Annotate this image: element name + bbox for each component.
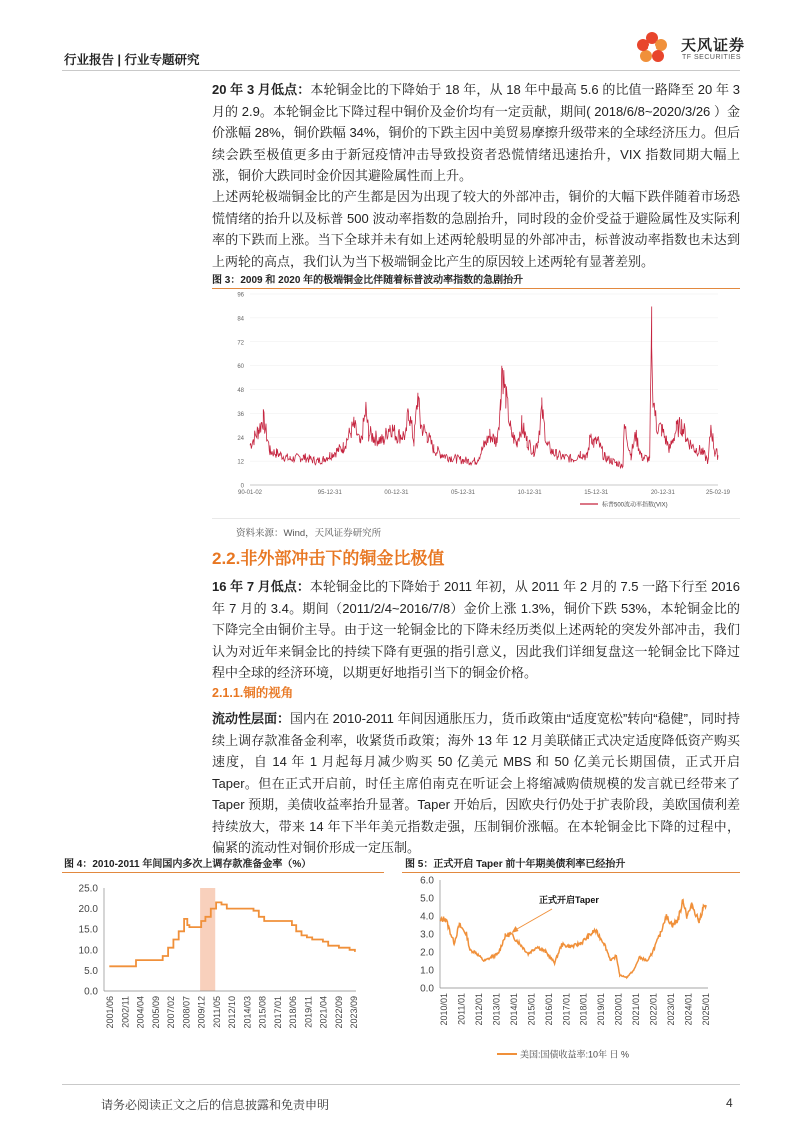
paragraph-2020-low: [212, 79, 740, 187]
annotation-arrowhead: [512, 926, 519, 933]
highlight-band: [200, 888, 215, 991]
figure5-title: 图 5：正式开启 Taper 前十年期美债利率已经抬升: [405, 859, 626, 870]
logo-flower-icon: [637, 32, 667, 62]
figure3-chart: [212, 290, 740, 515]
x-tick-label: 2001/06: [105, 996, 115, 1029]
x-tick-label: 2025/01: [701, 993, 711, 1026]
figure4-title: 图 4：2010-2011 年间国内多次上调存款准备金率（%）: [64, 859, 312, 870]
y-tick-label: 84: [237, 316, 244, 323]
annotation-label: 正式开启Taper: [539, 895, 599, 905]
legend-label: 标普500波动率指数(VIX): [602, 502, 668, 509]
paragraph-text: 上述两轮极端铜金比的产生都是因为出现了较大的外部冲击，铜价的大幅下跌伴随着市场恐慌情绪的抬升以及标普 500 波动率指数的急剧抬升，同时段的金价受益于避险属性及实际利率的下跌而上涨。当下全球并未有如上述两轮般明显的外部冲击，标普波动率指数也未达到上两轮的高点，我们认为当下极端铜金比产生的原因较上述两轮有显著差别。: [212, 189, 740, 269]
x-tick-label: 05-12-31: [451, 490, 476, 496]
x-tick-label: 2011/05: [211, 996, 222, 1028]
x-tick-label: 2017/01: [272, 996, 283, 1029]
figure3-title-rule: [212, 288, 740, 289]
x-tick-label: 2004/04: [135, 996, 146, 1029]
figure4-chart: [62, 874, 384, 1070]
y-tick-label: 48: [237, 388, 244, 394]
y-tick-label: 12: [237, 459, 244, 466]
page-number: 4: [726, 1096, 733, 1110]
footer-disclaimer: 请务必阅读正文之后的信息披露和免责申明: [101, 1098, 330, 1112]
figure5-chart: [402, 874, 740, 1070]
figure3-bottom-rule: [212, 518, 740, 519]
x-tick-label: 2013/01: [491, 993, 502, 1026]
x-tick-label: 20-12-31: [650, 490, 675, 496]
y-tick-label: 5.0: [420, 893, 434, 905]
y-tick-label: 15.0: [78, 924, 98, 936]
y-tick-label: 20.0: [78, 904, 98, 916]
x-tick-label: 2017/01: [561, 993, 572, 1026]
x-tick-label: 2019/01: [596, 993, 607, 1026]
x-tick-label: 2015/08: [257, 996, 268, 1029]
paragraph-lead: 流动性层面：: [212, 711, 291, 726]
y-tick-label: 24: [237, 435, 244, 442]
x-tick-label: 2014/01: [508, 993, 519, 1026]
footer-divider: [62, 1084, 740, 1085]
legend-label: 美国:国债收益率:10年 日 %: [520, 1049, 630, 1060]
x-tick-label: 2024/01: [683, 993, 694, 1026]
y-tick-label: 72: [237, 340, 244, 347]
x-tick-label: 2002/11: [120, 996, 131, 1028]
x-tick-label: 2007/02: [166, 996, 176, 1029]
paragraph-2016-low: [212, 576, 740, 684]
x-tick-label: 2009/12: [196, 996, 207, 1029]
y-tick-label: 5.0: [84, 965, 98, 977]
x-tick-label: 2014/03: [242, 996, 253, 1029]
paragraph-text: 本轮铜金比的下降始于 2011 年初，从 2011 年 2 月的 7.5 一路下行至 2016 年 7 月的 3.4。期间（2011/2/4~2016/7/8）金价上涨 1.3%，铜价下跌 53%，本轮铜金比的下降完全由铜价主导。由于这一轮铜金比的下降未经历类似上述两轮的突发外部冲击，我们认为对近年来铜金比的持续下降有更强的指引意义，因此我们详细复盘这一轮铜金比下降过程中全球的经济环境，以期更好地指引当下的铜金价格。: [212, 579, 740, 680]
x-tick-label: 10-12-31: [517, 490, 542, 496]
series-line-vix: [250, 307, 718, 468]
y-tick-label: 10.0: [78, 945, 98, 957]
x-tick-label: 2020/01: [613, 993, 624, 1026]
x-tick-label: 2010/01: [439, 993, 449, 1026]
x-tick-label: 2021/01: [631, 993, 642, 1026]
y-tick-label: 3.0: [420, 929, 434, 941]
x-tick-label: 2012/10: [227, 996, 237, 1029]
paragraph-liquidity: [212, 708, 740, 859]
paragraph-text: 本轮铜金比的下降始于 18 年，从 18 年中最高 5.6 的比值一路降至 20 年 3 月的 2.9。本轮铜金比下降过程中铜价及金价均有一定贡献，期间( 2018/6/8~2020/3/26 ）金价涨幅 28%，铜价跌幅 34%，铜价的下跌主因中美贸易摩擦升级带来的全球经济压力。但后续会跌至极值更多由于新冠疫情冲击导致投资者恐慌情绪迅速抬升，VIX 指数同期大幅上涨，铜价大跌同时金价因其避险属性而上升。: [212, 82, 740, 183]
y-tick-label: 96: [237, 292, 244, 299]
x-tick-label: 2023/01: [666, 993, 677, 1026]
x-tick-label: 95-12-31: [317, 490, 342, 496]
y-tick-label: 36: [237, 411, 244, 418]
y-tick-label: 4.0: [420, 911, 434, 923]
x-tick-label: 2012/01: [473, 993, 484, 1026]
series-line-ust10y: [440, 900, 706, 978]
x-tick-label: 2018/01: [578, 993, 589, 1026]
subsection-heading-2-1-1: 2.1.1.铜的视角: [212, 686, 294, 700]
x-tick-label: 25-02-19: [705, 490, 731, 496]
y-tick-label: 0.0: [84, 986, 98, 998]
y-tick-label: 0.0: [420, 983, 434, 995]
x-tick-label: 2023/09: [349, 996, 359, 1029]
x-tick-label: 00-12-31: [384, 490, 409, 496]
x-tick-label: 2005/09: [150, 996, 161, 1029]
x-tick-label: 2015/01: [526, 993, 537, 1026]
figure3-source: 资料来源：Wind，天风证券研究所: [236, 528, 382, 539]
x-tick-label: 2021/04: [318, 996, 329, 1029]
x-tick-label: 2011/01: [456, 993, 467, 1025]
paragraph-lead: 16 年 7 月低点：: [212, 579, 310, 594]
report-category: 行业报告 | 行业专题研究: [64, 53, 200, 67]
x-tick-label: 2016/01: [543, 993, 554, 1026]
x-tick-label: 2022/01: [648, 993, 659, 1026]
annotation-arrow: [514, 909, 552, 931]
figure3-title: 图 3：2009 和 2020 年的极端铜金比伴随着标普波动率指数的急剧抬升: [212, 275, 524, 286]
y-tick-label: 0: [240, 483, 244, 490]
y-tick-label: 6.0: [420, 875, 434, 887]
x-tick-label: 2018/06: [288, 996, 298, 1029]
figure5-title-rule: [402, 872, 740, 873]
figure4-title-rule: [62, 872, 384, 873]
paragraph-lead: 20 年 3 月低点：: [212, 82, 311, 97]
x-tick-label: 2008/07: [181, 996, 192, 1029]
logo-text-cn: 天风证券: [681, 37, 746, 54]
section-heading-2-2: 2.2.非外部冲击下的铜金比极值: [212, 549, 445, 568]
y-tick-label: 2.0: [420, 947, 434, 959]
y-tick-label: 25.0: [78, 883, 98, 895]
y-tick-label: 1.0: [420, 965, 434, 977]
logo-text-en: TF SECURITIES: [682, 54, 742, 61]
x-tick-label: 90-01-02: [237, 490, 263, 496]
x-tick-label: 2019/11: [303, 996, 314, 1028]
y-tick-label: 60: [237, 364, 244, 371]
paragraph-external-shock: [212, 186, 740, 272]
x-tick-label: 15-12-31: [584, 490, 609, 496]
paragraph-text: 国内在 2010-2011 年间因通胀压力，货币政策由“适度宽松”转向“稳健”，同时持续上调存款准备金利率，收紧货币政策；海外 13 年 12 月美联储正式决定适度降低资产购买速度，自 14 年 1 月起每月减少购买 50 亿美元 MBS 和 50 亿美元长期国债，正式开启 Taper。但在正式开启前，时任主席伯南克在听证会上将缩减购债规模的发言就已经带来了 Taper 预期，美债收益率抬升显著。Taper 开始后，因欧央行仍处于扩表阶段，美欧国债利差持续放大，带来 14 年下半年美元指数走强，压制铜价涨幅。在本轮铜金比下降的过程中，偏紧的流动性对铜价形成一定压制。: [212, 711, 740, 855]
header-divider: [62, 70, 740, 71]
x-tick-label: 2022/09: [333, 996, 344, 1029]
series-line-rrr: [109, 902, 355, 966]
